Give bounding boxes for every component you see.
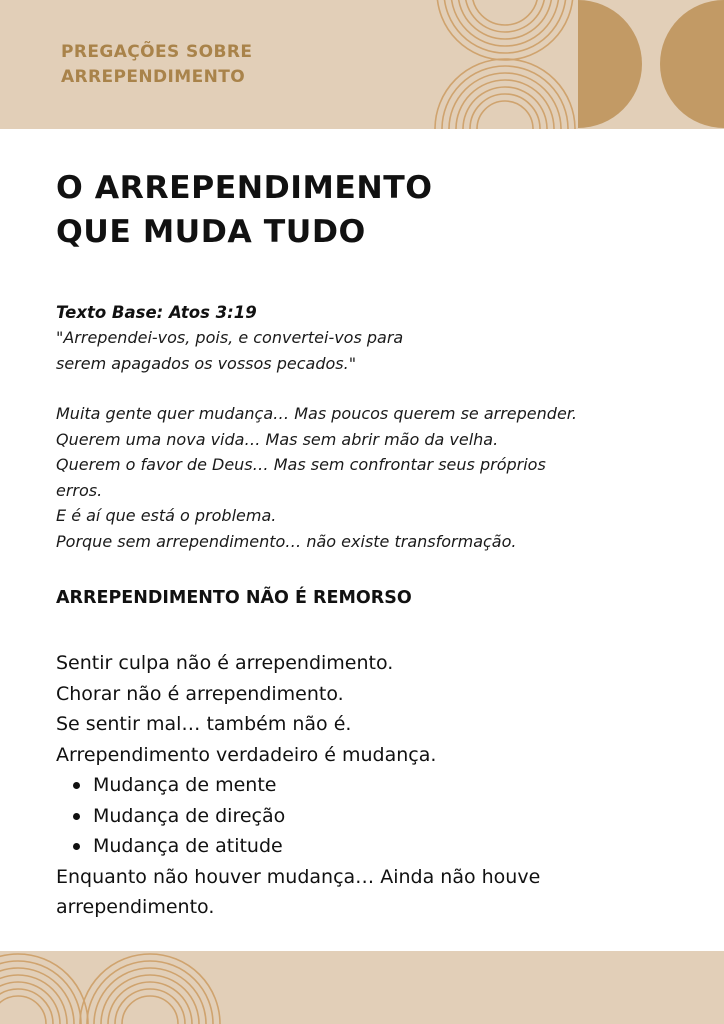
section-heading: ARREPENDIMENTO NÃO É REMORSO [56,588,412,608]
closing-line: Enquanto não houver mudança… Ainda não houve [56,865,541,888]
footer-band [0,951,724,1024]
verse-line: "Arrependei-vos, pois, e convertei-vos para [56,328,404,347]
body-line: Arrependimento verdadeiro é mudança. [56,743,437,766]
list-item [56,801,676,832]
decorative-arcs-icon [0,951,724,1024]
intro-line: Querem o favor de Deus… Mas sem confrontar seus próprios [56,455,546,474]
bullet-icon [73,782,80,789]
intro-line: Muita gente quer mudança… Mas poucos querem se arrepender. [56,404,577,423]
bullet-icon [73,843,80,850]
series-label-line-2: ARREPENDIMENTO [61,67,246,87]
series-label-line-1: PREGAÇÕES SOBRE [61,42,253,62]
intro-line: erros. [56,480,103,500]
base-text-label: Texto Base: Atos 3:19 [56,303,257,322]
base-verse [56,325,676,376]
header-band [0,0,724,129]
intro-paragraph [56,401,676,554]
intro-line: E é aí que está o problema. [56,506,277,525]
body-line: Se sentir mal… também não é. [56,713,352,735]
body-line: Sentir culpa não é arrependimento. [56,652,394,674]
verse-line: serem apagados os vossos pecados." [56,353,357,373]
bullet-icon [73,813,80,820]
list-item [56,770,676,801]
series-label [61,40,252,90]
sermon-content [56,166,676,923]
page-title-line-2: QUE MUDA TUDO [56,214,366,250]
list-item [56,831,676,862]
closing-line: arrependimento. [56,896,215,918]
change-list [56,770,676,862]
page-title [56,166,676,254]
intro-line: Querem uma nova vida… Mas sem abrir mão da velha. [56,429,499,449]
body-line: Chorar não é arrependimento. [56,682,344,705]
page-title-line-1: O ARREPENDIMENTO [56,170,433,206]
list-item-text: Mudança de direção [93,804,286,827]
list-item-text: Mudança de mente [93,774,277,796]
list-item-text: Mudança de atitude [93,835,283,857]
intro-line: Porque sem arrependimento… não existe transformação. [56,531,517,551]
section-body [56,648,676,923]
